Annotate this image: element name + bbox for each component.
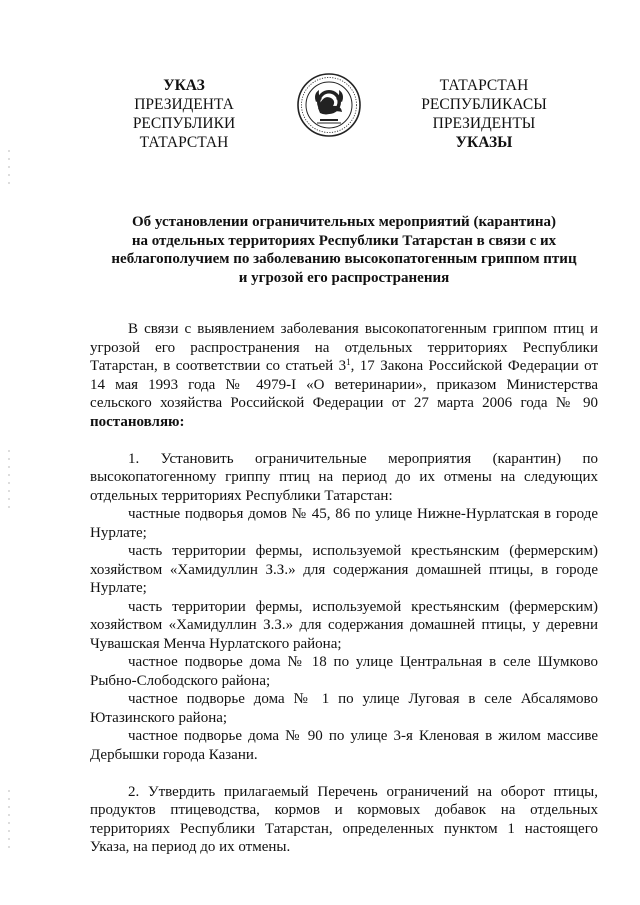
title-line: неблагополучием по заболеванию высокопатогенным гриппом птиц: [111, 251, 577, 267]
title-line: и угрозой его распространения: [238, 269, 450, 286]
preamble-text-cont: , 17 Закона Российской Федерации от 14 мая 1993 года № 4979-I «О ветеринарии», приказом Министерства сельского хозяйства Российской Федерации от 27 марта 2006 года № 90: [90, 358, 598, 411]
item1-intro: 1. Установить ограничительные мероприятия (карантин) по высокопатогенному гриппу птиц на период до их отмены на следующих отдельных территориях Республики Татарстан:: [90, 450, 598, 504]
preamble-superscript: 1: [346, 357, 351, 367]
scan-margin-marks: [6, 150, 14, 870]
territory-list-item: частное подворье дома № 18 по улице Центральная в селе Шумково Рыбно-Слободского района;: [90, 654, 598, 689]
header-right-line1: ТАТАРСТАН РЕСПУБЛИКАСЫ: [421, 77, 547, 113]
document-title: [90, 213, 598, 287]
territory-list-item: часть территории фермы, используемой крестьянским (фермерским) хозяйством «Хамидуллин З.З.» для содержания домашней птицы, у деревни Чувашская Менча Нурлатского района;: [90, 598, 598, 652]
preamble-text: В связи с выявлением заболевания высокопатогенным гриппом птиц и угрозой его распространения на отдельных территориях Республики Татарстан, в соответствии со статьей 3: [90, 321, 598, 374]
preamble-paragraph: [90, 320, 598, 431]
tatarstan-coat-of-arms-icon: [296, 72, 362, 138]
decree-word: постановляю:: [90, 413, 185, 430]
header-right-line3: УКАЗЫ: [455, 134, 513, 151]
header-left-line1: УКАЗ: [163, 77, 205, 94]
territory-list-item: частное подворье дома № 90 по улице 3-я Кленовая в жилом массиве Дербышки города Казани.: [90, 728, 598, 763]
header-left-line3: РЕСПУБЛИКИ ТАТАРСТАН: [132, 115, 236, 151]
header-left-line2: ПРЕЗИДЕНТА: [134, 96, 234, 113]
document-header: [0, 76, 640, 151]
title-line: на отдельных территориях Республики Татарстан в связи с их: [131, 232, 557, 249]
territory-list-item: частное подворье дома № 1 по улице Луговая в селе Абсалямово Ютазинского района;: [90, 691, 598, 726]
document-body: [90, 320, 598, 857]
title-line: Об установлении ограничительных мероприятий (карантина): [131, 214, 556, 230]
header-tatar: [378, 76, 590, 152]
item2-paragraph: 2. Утвердить прилагаемый Перечень ограничений на оборот птицы, продуктов птицеводства, кормов и кормовых добавок на отдельных территориях Республики Татарстан, определенных пунктом 1 настоящего Указа, на период до их отмены.: [90, 783, 598, 855]
header-right-line2: ПРЕЗИДЕНТЫ: [432, 115, 536, 132]
territory-list-item: частные подворья домов № 45, 86 по улице Нижне-Нурлатская в городе Нурлате;: [90, 506, 598, 541]
header-russian: [88, 76, 280, 152]
territory-list-item: часть территории фермы, используемой крестьянским (фермерским) хозяйством «Хамидуллин З.З.» для содержания домашней птицы, в городе Нурлате;: [90, 543, 598, 596]
